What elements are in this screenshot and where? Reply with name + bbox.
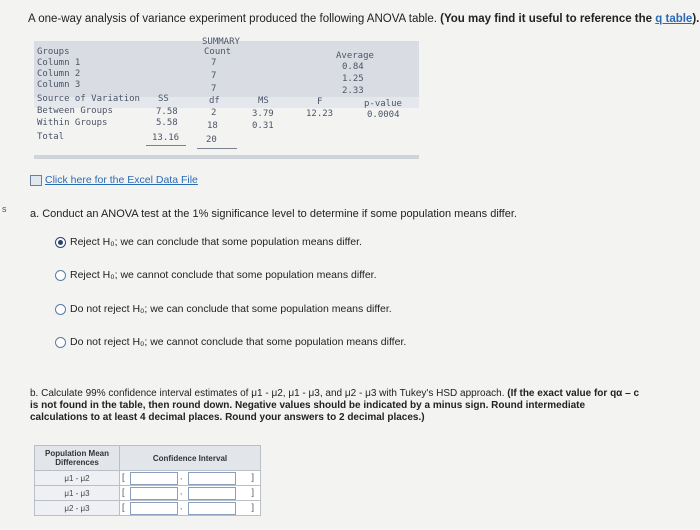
anova-p-header: p-value xyxy=(364,99,402,109)
excel-data-link[interactable] xyxy=(30,174,198,186)
anova-ss-header: SS xyxy=(158,94,169,104)
part-b-instruction: (If the exact value xyxy=(507,388,592,399)
anova-within-df: 18 xyxy=(207,121,218,131)
intro-text xyxy=(28,13,699,25)
anova-band xyxy=(34,155,419,159)
comma: , xyxy=(180,502,183,511)
interval-cell xyxy=(120,501,261,516)
col-header-interval: Confidence Interval xyxy=(120,446,261,471)
anova-table-image xyxy=(34,37,414,157)
interval-cell xyxy=(120,471,261,486)
anova-rule xyxy=(146,145,186,146)
anova-within-label: Within Groups xyxy=(37,118,108,128)
lower-bound-input[interactable] xyxy=(130,487,178,500)
comma: , xyxy=(180,487,183,496)
row-label: μ1 - μ2 xyxy=(35,471,120,486)
part-b-text: b. Calculate 99% confidence interval estimates of μ1 - μ2, μ1 - μ3, and μ2 - μ3 with Tukey's HSD approach. xyxy=(30,388,505,399)
lower-bound-input[interactable] xyxy=(130,472,178,485)
anova-group-count: 7 xyxy=(211,71,217,81)
anova-group-average: 1.25 xyxy=(342,74,364,84)
anova-average-header: Average xyxy=(336,51,374,61)
option-label: Reject H₀; we cannot conclude that some population means differ. xyxy=(70,269,377,281)
close-paren: ] xyxy=(251,502,254,512)
col-header-differences: Population Mean Differences xyxy=(35,446,120,471)
radio-icon[interactable] xyxy=(55,337,66,348)
anova-between-p: 0.0004 xyxy=(367,110,400,120)
option-3[interactable] xyxy=(55,303,392,315)
anova-between-ms: 3.79 xyxy=(252,109,274,119)
anova-between-f: 12.23 xyxy=(306,109,334,119)
anova-group-average: 2.33 xyxy=(342,86,364,96)
row-label: μ1 - μ3 xyxy=(35,486,120,501)
row-label: μ2 - μ3 xyxy=(35,501,120,516)
option-label: Do not reject H₀; we cannot conclude that some population means differ. xyxy=(70,336,407,348)
upper-bound-input[interactable] xyxy=(188,472,236,485)
radio-icon[interactable] xyxy=(55,270,66,281)
part-b-question xyxy=(30,388,640,424)
anova-within-ss: 5.58 xyxy=(156,118,178,128)
option-4[interactable] xyxy=(55,336,406,348)
radio-selected-icon[interactable] xyxy=(55,237,66,248)
anova-group-name: Column 2 xyxy=(37,69,81,79)
intro-sentence: A one-way analysis of variance experiment produced the following ANOVA table. xyxy=(28,13,437,25)
anova-df-header: df xyxy=(209,96,220,106)
lower-bound-input[interactable] xyxy=(130,502,178,515)
option-label: Do not reject H₀; we can conclude that some population means differ. xyxy=(70,303,392,315)
anova-between-df: 2 xyxy=(211,108,217,118)
option-2[interactable] xyxy=(55,269,377,281)
anova-rule xyxy=(197,148,237,149)
part-a-question: a. Conduct an ANOVA test at the 1% significance level to determine if some population means differ. xyxy=(30,208,517,220)
close-paren: ] xyxy=(251,487,254,497)
anova-group-name: Column 3 xyxy=(37,80,81,90)
anova-between-ss: 7.58 xyxy=(156,107,178,117)
anova-summary-label: SUMMARY xyxy=(202,37,240,47)
open-paren: [ xyxy=(122,487,125,497)
upper-bound-input[interactable] xyxy=(188,502,236,515)
anova-ms-header: MS xyxy=(258,96,269,106)
close-paren: ] xyxy=(251,472,254,482)
anova-between-label: Between Groups xyxy=(37,106,113,116)
intro-hint: (You may find it useful to reference the q table). xyxy=(440,13,700,25)
anova-source-header: Source of Variation xyxy=(37,94,140,104)
anova-group-count: 7 xyxy=(211,84,217,94)
excel-link-text[interactable]: Click here for the Excel Data File xyxy=(45,174,198,186)
anova-total-label: Total xyxy=(37,132,65,142)
anova-within-ms: 0.31 xyxy=(252,121,274,131)
open-paren: [ xyxy=(122,472,125,482)
comma: , xyxy=(180,472,183,481)
anova-total-ss: 13.16 xyxy=(152,133,180,143)
q-table-link[interactable]: q table xyxy=(655,13,693,25)
anova-group-count: 7 xyxy=(211,58,217,68)
anova-group-average: 0.84 xyxy=(342,62,364,72)
side-mark: s xyxy=(2,204,7,214)
confidence-interval-table xyxy=(34,445,261,516)
open-paren: [ xyxy=(122,502,125,512)
anova-groups-header: Groups xyxy=(37,47,70,57)
upper-bound-input[interactable] xyxy=(188,487,236,500)
file-icon xyxy=(30,175,42,186)
anova-f-header: F xyxy=(317,97,323,107)
option-label: Reject H₀; we can conclude that some population means differ. xyxy=(70,236,362,248)
anova-group-name: Column 1 xyxy=(37,58,81,68)
interval-cell xyxy=(120,486,261,501)
anova-count-header: Count xyxy=(204,47,232,57)
part-b-instruction: for qα – c is not found in the table, then round down. Negative values should be indicated by a minus sign. Round intermediate calculations to at least 4 decimal places. Round your answers to 2 decimal places.) xyxy=(30,388,640,423)
anova-total-df: 20 xyxy=(206,135,217,145)
option-1[interactable] xyxy=(55,236,362,248)
radio-icon[interactable] xyxy=(55,304,66,315)
